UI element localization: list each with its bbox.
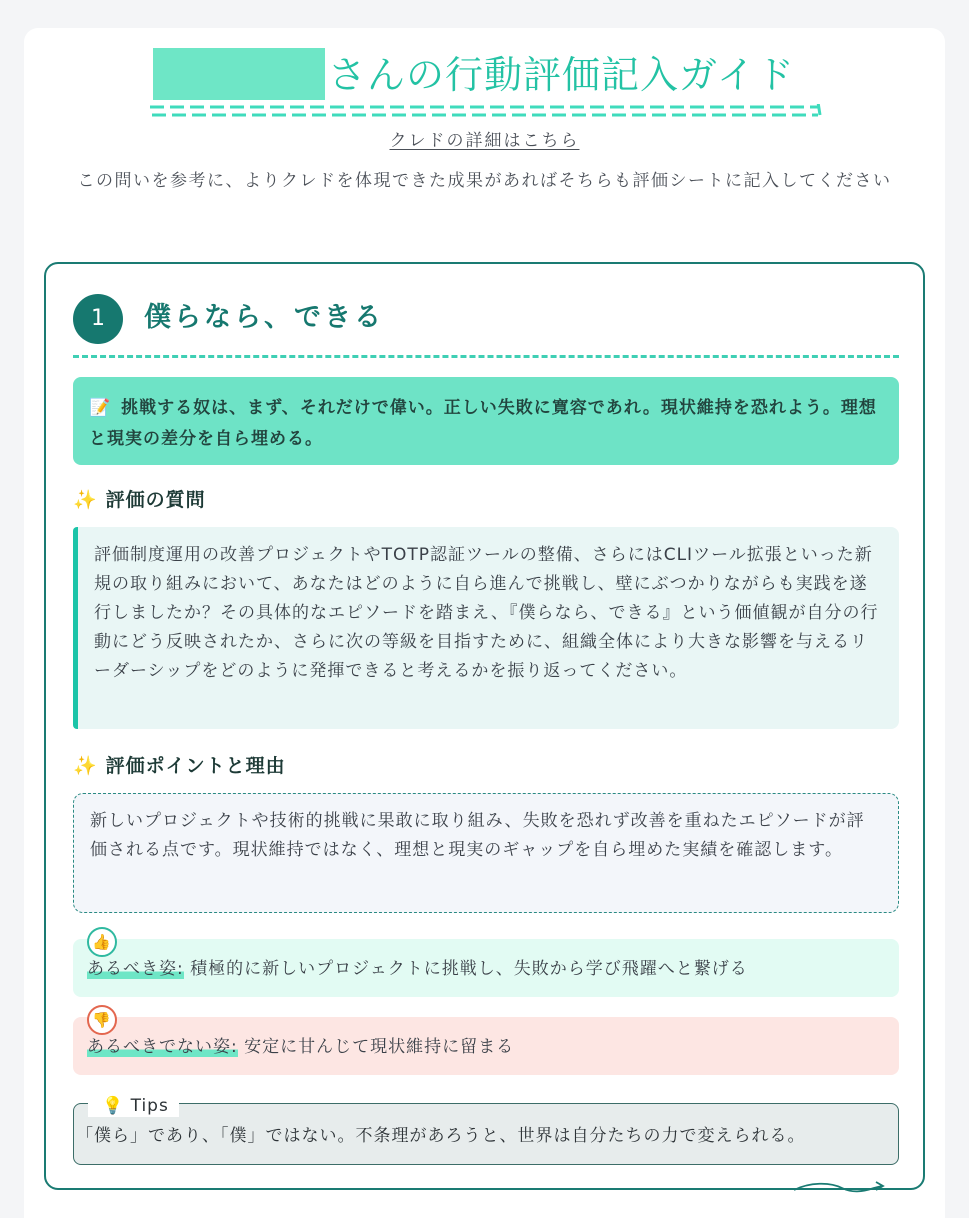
question-heading-label: 評価の質問 bbox=[105, 489, 206, 511]
memo-icon: 📝 bbox=[89, 398, 112, 418]
tips-label-text: Tips bbox=[130, 1096, 169, 1116]
section-card-1 bbox=[44, 262, 925, 1190]
redacted-name bbox=[153, 48, 325, 100]
credo-motto bbox=[73, 377, 899, 465]
tips-box bbox=[73, 1096, 899, 1165]
evaluation-question: 評価制度運用の改善プロジェクトやTOTP認証ツールの整備、さらにはCLIツール拡張といった新規の取り組みにおいて、あなたはどのように自ら進んで挑戦し、壁にぶつかりながらも実践を遂行しましたか？その具体的なエピソードを踏まえ、『僕らなら、できる』という価値観が自分の行動にどう反映されたか、さらに次の等級を目指すために、組織全体により大きな影響を与えるリーダーシップをどのように発揮できると考えるかを振り返ってください。 bbox=[73, 527, 899, 729]
sparkles-icon: ✨ bbox=[73, 755, 98, 777]
ideal-label: あるべき姿: bbox=[87, 959, 184, 979]
non-ideal-label: あるべきでない姿: bbox=[87, 1037, 238, 1057]
points-heading bbox=[73, 751, 286, 781]
title-block bbox=[150, 48, 822, 114]
non-ideal-text: 安定に甘んじて現状維持に留まる bbox=[237, 1037, 515, 1057]
title-dashed-underline bbox=[150, 104, 822, 118]
tips-text: 「僕ら」であり、「僕」ではない。不条理があろうと、世界は自分たちの力で変えられる。 bbox=[76, 1126, 806, 1146]
section-number: 1 bbox=[73, 294, 123, 344]
section-divider bbox=[73, 355, 899, 358]
evaluation-points: 新しいプロジェクトや技術的挑戦に果敢に取り組み、失敗を恐れず改善を重ねたエピソードが評価される点です。現状維持ではなく、理想と現実のギャップを自ら埋めた実績を確認します。 bbox=[73, 793, 899, 913]
thumbs-up-icon: 👍 bbox=[87, 927, 117, 957]
ideal-behavior bbox=[73, 933, 899, 997]
sparkles-icon: ✨ bbox=[73, 489, 98, 511]
points-heading-label: 評価ポイントと理由 bbox=[105, 755, 286, 777]
page-card bbox=[24, 28, 945, 1218]
thumbs-down-icon: 👎 bbox=[87, 1005, 117, 1035]
section-title: 僕らなら、できる bbox=[144, 302, 384, 333]
swirl-decoration bbox=[790, 1176, 890, 1200]
motto-text: 挑戦する奴は、まず、それだけで偉い。正しい失敗に寛容であれ。現状維持を恐れよう。理想と現実の差分を自ら埋める。 bbox=[89, 398, 877, 449]
non-ideal-behavior bbox=[73, 1011, 899, 1075]
tips-label bbox=[88, 1095, 179, 1117]
cred-details-link[interactable]: クレドの詳細はこちら bbox=[389, 131, 580, 151]
light-bulb-icon: 💡 bbox=[102, 1096, 125, 1116]
ideal-text: 積極的に新しいプロジェクトに挑戦し、失敗から学び飛躍へと繋げる bbox=[183, 959, 748, 979]
page-title: さんの行動評価記入ガイド bbox=[328, 53, 795, 97]
intro-text: この問いを参考に、よりクレドを体現できた成果があればそちらも評価シートに記入してください bbox=[77, 171, 892, 191]
question-heading bbox=[73, 485, 206, 515]
